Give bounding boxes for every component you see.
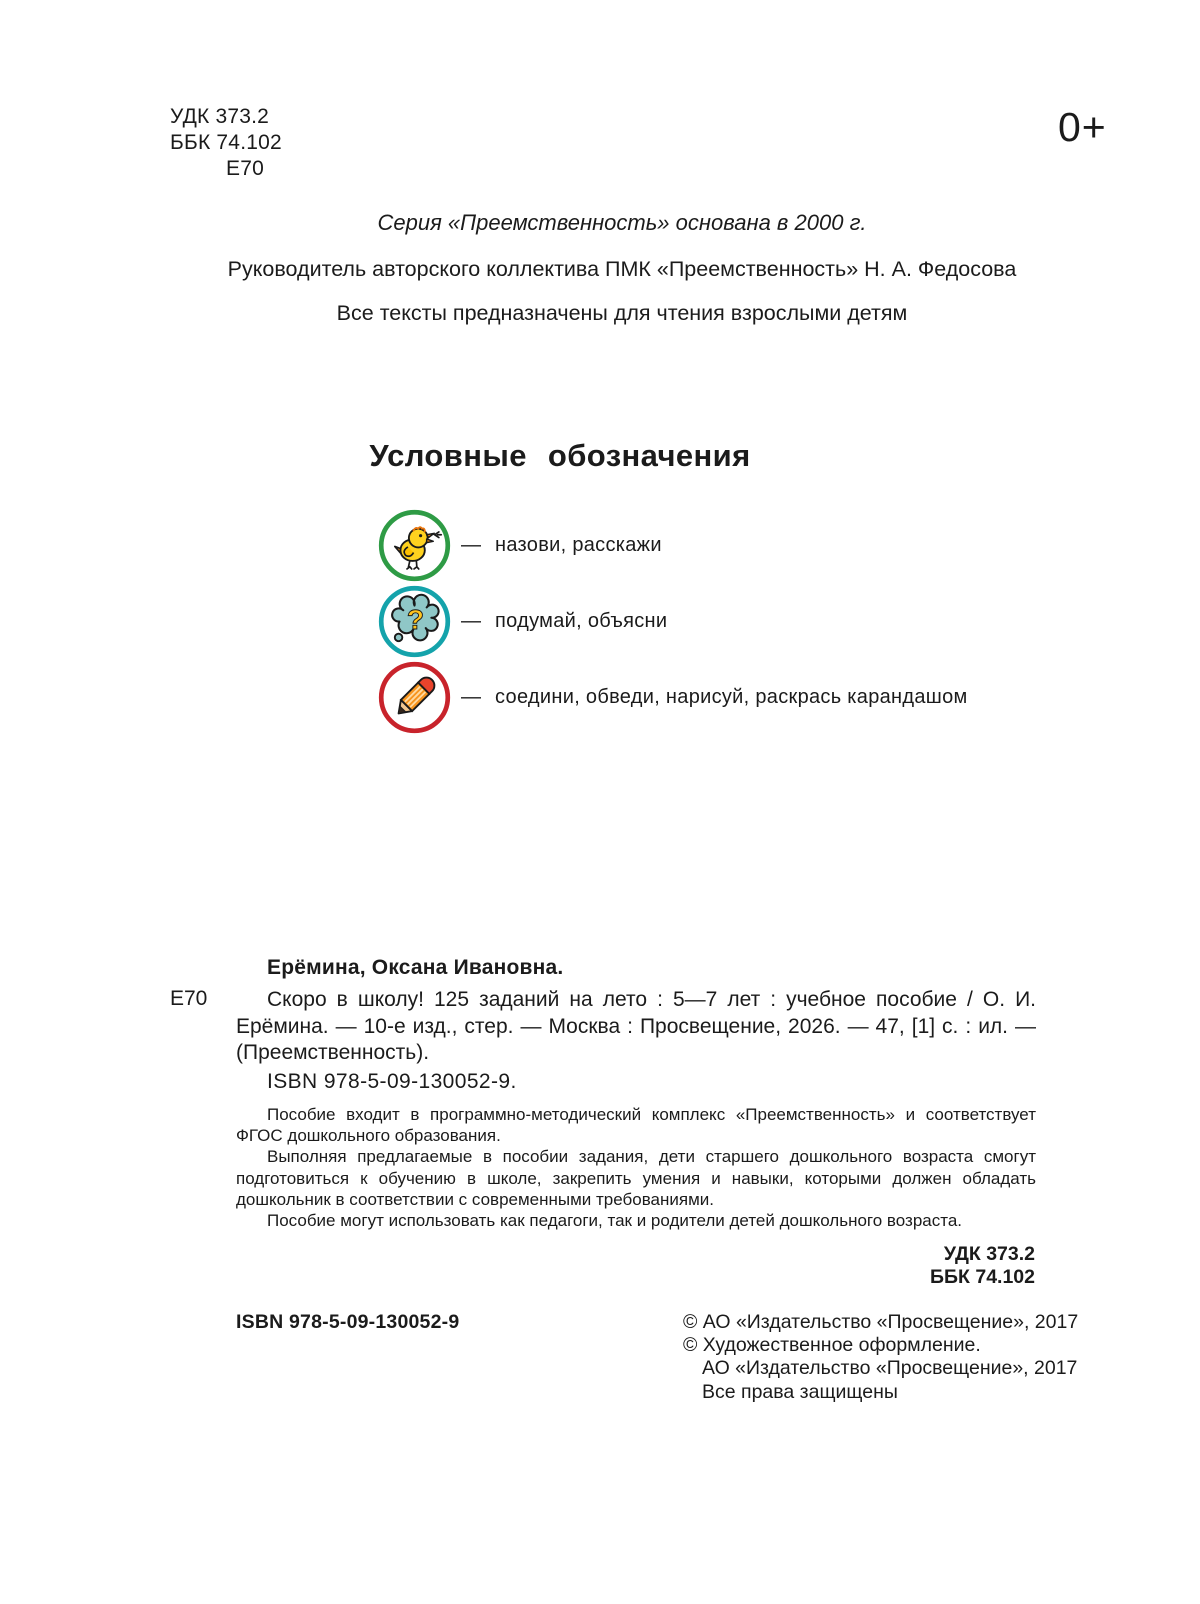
svg-text:?: ?	[406, 604, 425, 635]
reading-note-line: Все тексты предназначены для чтения взрослыми детям	[336, 301, 908, 325]
bib-margin-code: Е70	[170, 987, 208, 1010]
classification-block	[170, 104, 282, 182]
legend-item-think-explain	[377, 583, 667, 660]
series-founded-line: Серия «Преемственность» основана в 2000 г.	[377, 210, 867, 235]
legend-dash: —	[461, 686, 481, 708]
annotation-paragraph: Пособие входит в программно-методический комплекс «Преемственность» и соответствует ФГОС дошкольного образования.	[236, 1105, 1036, 1146]
annotation-paragraph: Пособие могут использовать как педагоги, так и родители детей дошкольного возраста.	[267, 1211, 963, 1231]
imprint-codes-block	[930, 1243, 1035, 1289]
copyright-line: © АО «Издательство «Просвещение», 2017	[683, 1311, 1079, 1333]
legend-label: соедини, обведи, нарисуй, раскрась карандашом	[495, 686, 968, 708]
series-leader-line: Руководитель авторского коллектива ПМК «Преемственность» Н. А. Федосова	[227, 257, 1017, 281]
bbk-code-right: ББК 74.102	[930, 1266, 1035, 1288]
legend-label: подумай, объясни	[495, 610, 668, 632]
bib-description: Скоро в школу! 125 заданий на лето : 5—7 лет : учебное пособие / О. И. Ерёмина. — 10-е изд., стер. — Москва : Просвещение, 2026. — 47, [1] с. : ил. — (Преемственность).	[236, 988, 1036, 1064]
legend-dash: —	[461, 610, 481, 632]
bib-author-heading: Ерёмина, Оксана Ивановна.	[267, 956, 564, 979]
footer-isbn: ISBN 978-5-09-130052-9	[236, 1311, 460, 1333]
udk-code-right: УДК 373.2	[943, 1243, 1035, 1265]
thought-question-icon	[377, 584, 452, 659]
chick-speaking-icon	[377, 508, 452, 583]
legend-item-draw-color	[377, 659, 968, 736]
legend-item-name-tell	[377, 507, 662, 584]
bib-isbn-line: ISBN 978-5-09-130052-9.	[267, 1070, 517, 1093]
legend-dash: —	[461, 534, 481, 556]
author-sign-code: Е70	[226, 157, 264, 180]
copyright-line: АО «Издательство «Просвещение», 2017	[702, 1357, 1078, 1380]
bbk-code: ББК 74.102	[170, 131, 282, 154]
annotation-paragraph: Выполняя предлагаемые в пособии задания, дети старшего дошкольного возраста смогут подготовиться к обучению в школе, закрепить умения и навыки, которыми должен обладать дошкольник в соответствии с современными требованиями.	[236, 1147, 1036, 1209]
copyright-line: Все права защищены	[702, 1380, 898, 1403]
legend-title: Условные обозначения	[369, 438, 751, 473]
pencil-icon	[377, 660, 452, 735]
udk-code: УДК 373.2	[170, 105, 270, 128]
copyright-block	[683, 1311, 1078, 1404]
legend-label: назови, расскажи	[495, 534, 662, 556]
copyright-line: © Художественное оформление.	[683, 1334, 981, 1357]
annotation-block	[236, 1104, 1036, 1231]
age-rating-badge: 0+	[1058, 104, 1107, 150]
